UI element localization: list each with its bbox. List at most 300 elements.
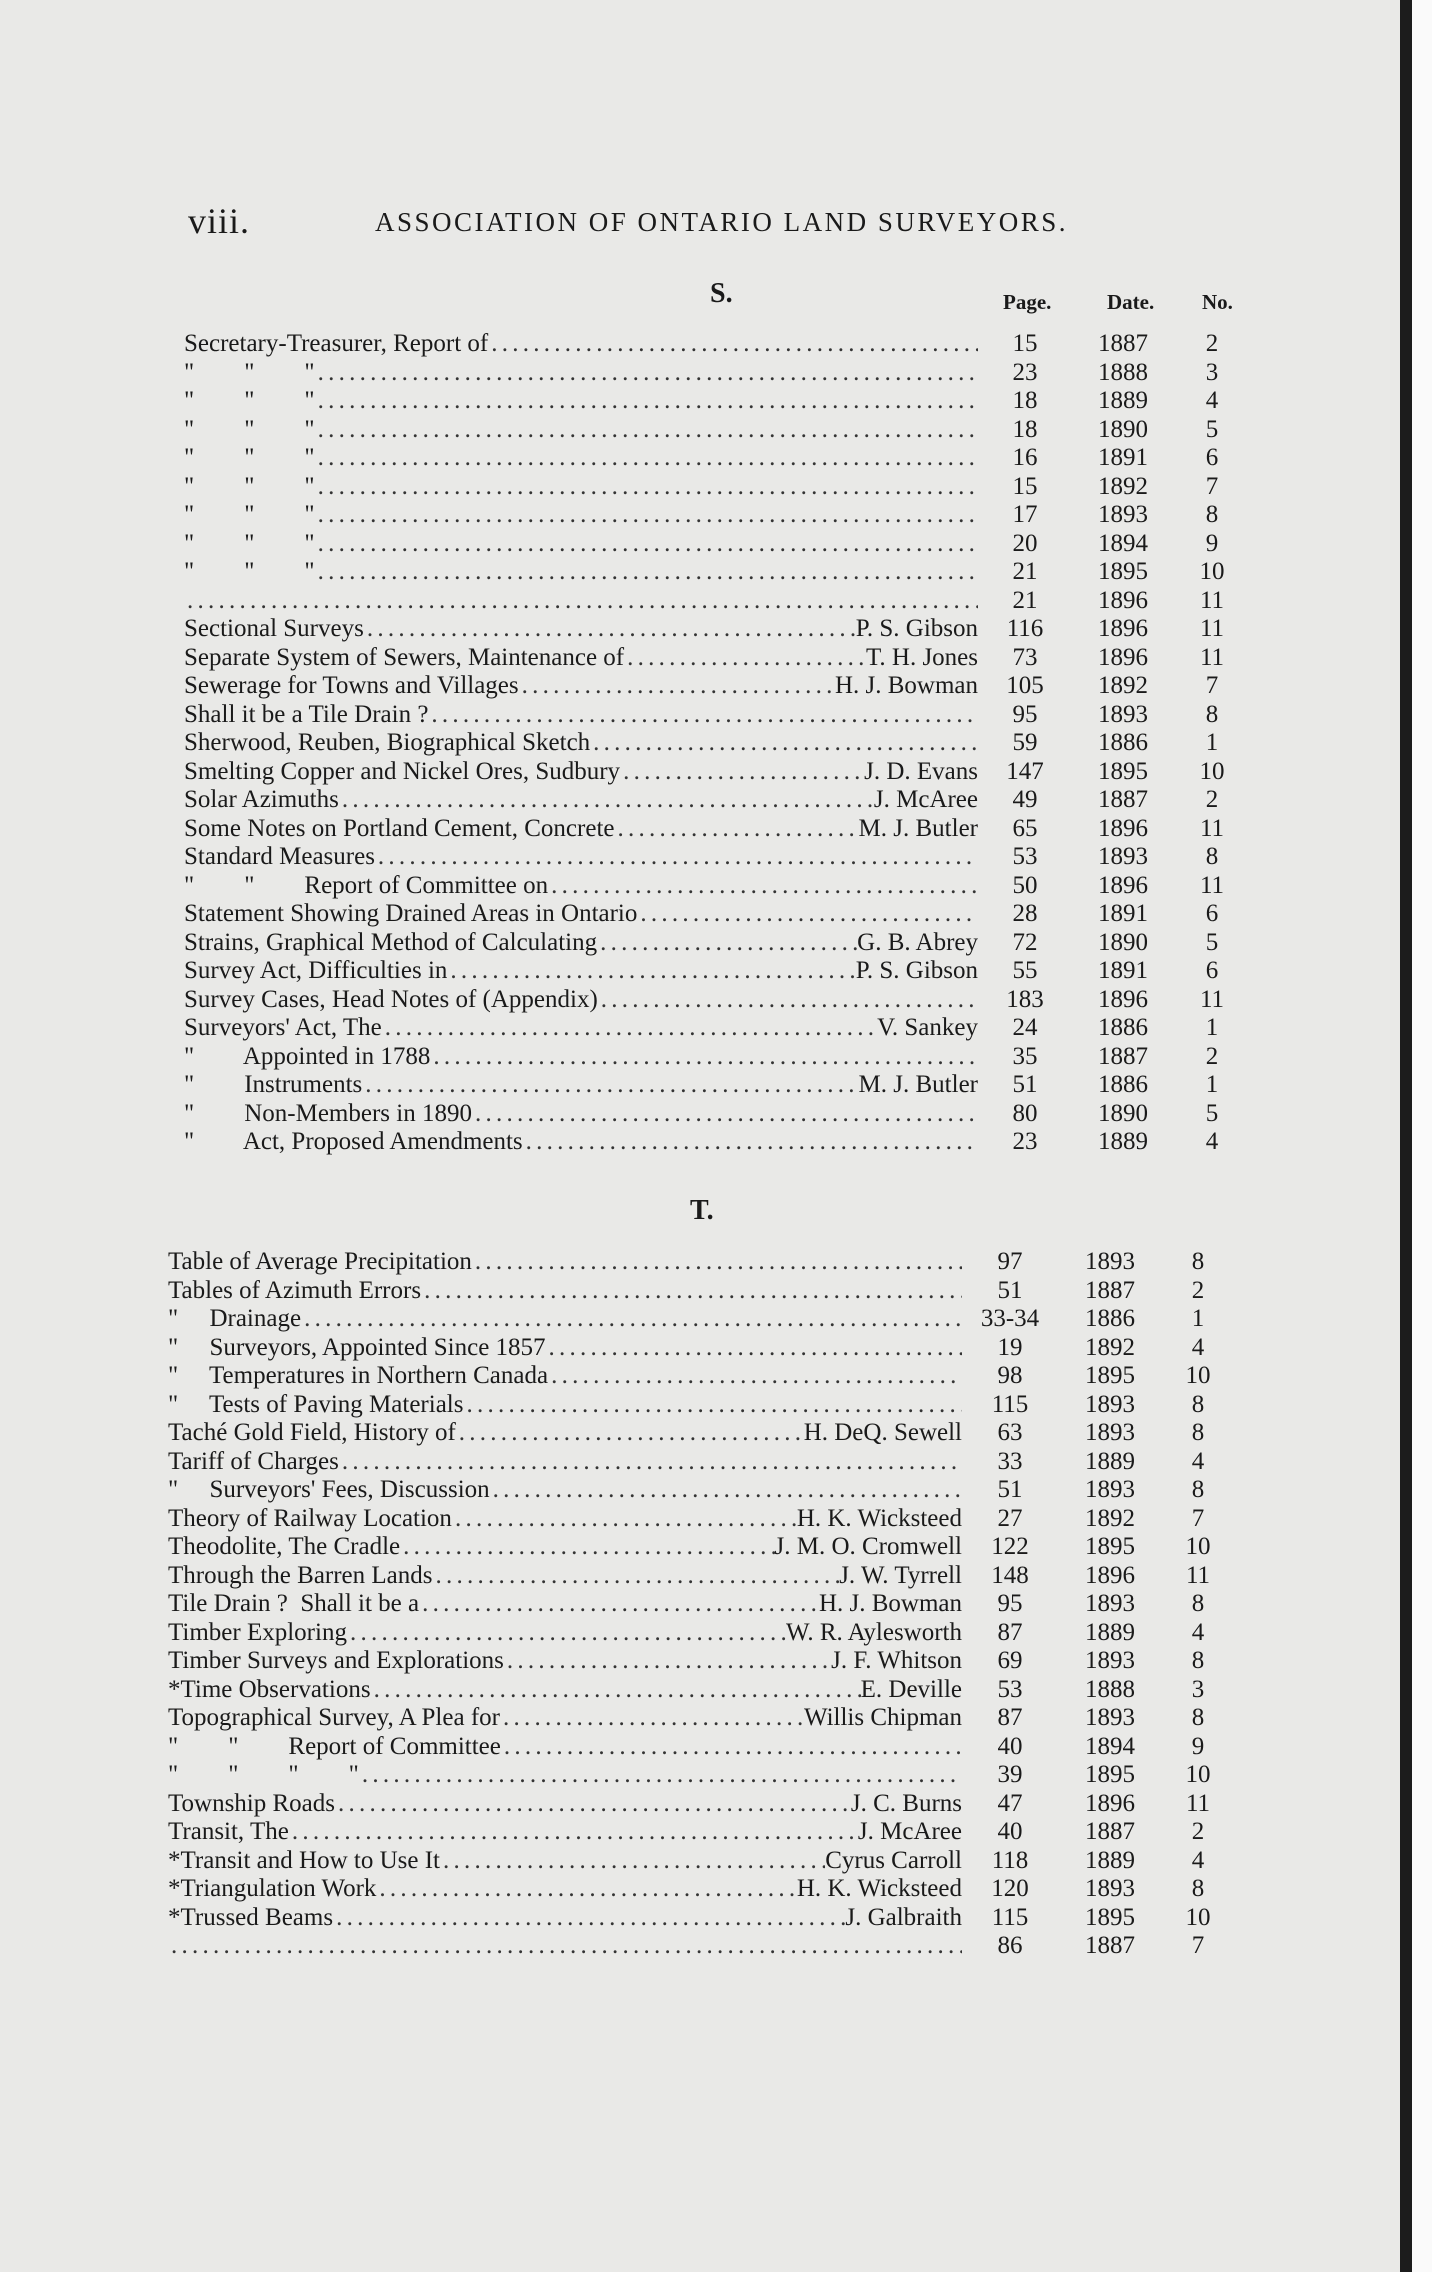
leader-dots [339, 1448, 962, 1476]
entry-title: " Appointed in 1788 [184, 1042, 431, 1070]
entry-title: Secretary-Treasurer, Report of [184, 330, 489, 357]
entry-title: " " " " [168, 1761, 359, 1788]
entry-page: 47 [997, 1789, 1023, 1817]
entry-number: 10 [1199, 558, 1225, 585]
entry-title-line [184, 587, 978, 615]
leader-dots [347, 1619, 786, 1647]
index-entry [0, 1790, 1400, 1818]
index-entry [0, 1619, 1400, 1647]
entry-number: 4 [1191, 1333, 1205, 1361]
entry-page: 20 [1012, 529, 1038, 557]
entry-date: 1886 [1098, 1071, 1148, 1098]
entry-page: 27 [997, 1504, 1023, 1532]
entry-number: 6 [1205, 444, 1219, 471]
entry-date: 1894 [1085, 1732, 1135, 1760]
entry-page: 28 [1012, 900, 1038, 927]
entry-title-line [184, 1043, 978, 1071]
leader-dots [289, 1818, 858, 1846]
entry-title: *Transit and How to Use It [168, 1846, 440, 1874]
entry-number: 7 [1205, 472, 1219, 500]
entry-page: 21 [1012, 586, 1038, 614]
index-entry [0, 1505, 1400, 1533]
entry-title: Some Notes on Portland Cement, Concrete [184, 814, 615, 842]
entry-number: 11 [1199, 985, 1225, 1013]
entry-page: 18 [1012, 415, 1038, 443]
entry-author: G. B. Abrey [857, 928, 978, 956]
entry-title-line [168, 1248, 962, 1276]
entry-date: 1895 [1098, 558, 1148, 585]
entry-number: 8 [1205, 700, 1219, 728]
index-entry [0, 1128, 1400, 1156]
entry-number: 10 [1185, 1533, 1211, 1560]
entry-number: 8 [1191, 1476, 1205, 1503]
entry-author: J. McAree [873, 786, 978, 813]
entry-number: 5 [1205, 1099, 1219, 1127]
entry-title: Topographical Survey, A Plea for [168, 1704, 500, 1731]
section-letter-s: S. [710, 278, 733, 309]
leader-dots [433, 1562, 840, 1590]
entry-page: 53 [1012, 843, 1038, 870]
entry-title-line [184, 615, 978, 643]
entry-title-line [168, 1790, 962, 1818]
entry-title: Survey Act, Difficulties in [184, 957, 448, 984]
entry-title: Tile Drain ? Shall it be a [168, 1590, 420, 1617]
index-entry [0, 843, 1400, 871]
index-entry [0, 330, 1400, 358]
leader-dots [430, 1043, 978, 1071]
entry-title-line [184, 558, 978, 586]
entry-author: H. K. Wicksteed [796, 1504, 962, 1532]
entry-title-line [168, 1391, 962, 1419]
entry-page: 51 [1012, 1071, 1038, 1098]
leader-dots [428, 701, 978, 729]
leader-dots [620, 758, 864, 786]
entry-title-line [168, 1647, 962, 1675]
column-header-page: Page. [1003, 290, 1052, 314]
entry-title: Transit, The [168, 1818, 289, 1845]
entry-title-line [184, 330, 978, 358]
index-entry [0, 1647, 1400, 1675]
entry-title-line [184, 473, 978, 501]
entry-author: J. McAree [857, 1818, 962, 1845]
index-entry [0, 359, 1400, 387]
entry-number: 3 [1191, 1675, 1205, 1703]
entry-title-line [168, 1904, 962, 1932]
entry-date: 1887 [1098, 786, 1148, 813]
entry-title-line [184, 387, 978, 415]
entry-title: " Surveyors' Fees, Discussion [168, 1476, 490, 1503]
leader-dots [364, 615, 856, 643]
entry-date: 1890 [1098, 928, 1148, 956]
entry-title-line [168, 1505, 962, 1533]
leader-dots [637, 900, 978, 928]
entry-title: Separate System of Sewers, Maintenance of [184, 643, 625, 671]
entry-page: 183 [1006, 985, 1044, 1013]
entry-author: M. J. Butler [858, 1071, 978, 1098]
entry-title-line [168, 1932, 962, 1960]
entry-title-line [184, 359, 978, 387]
entry-page: 33-34 [980, 1305, 1040, 1332]
leader-dots [315, 387, 978, 415]
leader-dots [472, 1248, 962, 1276]
entry-title-line [168, 1533, 962, 1561]
entry-page: 40 [997, 1732, 1023, 1760]
entry-date: 1896 [1085, 1561, 1135, 1589]
entry-page: 80 [1012, 1099, 1038, 1127]
entry-page: 33 [997, 1447, 1023, 1475]
index-entry [0, 1014, 1400, 1042]
entry-number: 2 [1205, 1042, 1219, 1070]
column-header-no: No. [1202, 290, 1233, 314]
entry-page: 55 [1012, 957, 1038, 984]
entry-page: 53 [997, 1675, 1023, 1703]
entry-title: " " Report of Committee on [184, 871, 549, 899]
entry-date: 1895 [1085, 1533, 1135, 1560]
entry-title: Strains, Graphical Method of Calculating [184, 928, 598, 956]
leader-dots [614, 815, 858, 843]
leader-dots [440, 1847, 825, 1875]
index-entry [0, 416, 1400, 444]
entry-title-line [168, 1704, 962, 1732]
entry-number: 6 [1205, 900, 1219, 927]
index-entry [0, 1305, 1400, 1333]
entry-author: Willis Chipman [803, 1704, 962, 1731]
entry-title: Sherwood, Reuben, Biographical Sketch [184, 729, 591, 756]
entry-number: 4 [1191, 1846, 1205, 1874]
entry-number: 10 [1199, 757, 1225, 785]
index-entry [0, 1419, 1400, 1447]
entry-author: H. J. Bowman [818, 1590, 962, 1617]
entry-date: 1893 [1085, 1647, 1135, 1674]
entry-number: 1 [1205, 1071, 1219, 1098]
entry-date: 1887 [1085, 1276, 1135, 1304]
index-entry [0, 758, 1400, 786]
entry-number: 9 [1205, 529, 1219, 557]
index-entry [0, 1476, 1400, 1504]
entry-number: 4 [1205, 1128, 1219, 1155]
entry-title-line [168, 1590, 962, 1618]
entry-date: 1896 [1098, 871, 1148, 899]
entry-title-line [184, 786, 978, 814]
leader-dots [546, 1334, 962, 1362]
entry-author: J. M. O. Cromwell [774, 1533, 962, 1560]
index-entry [0, 1448, 1400, 1476]
leader-dots [400, 1533, 774, 1561]
entry-date: 1886 [1098, 1014, 1148, 1041]
leader-dots [598, 986, 978, 1014]
entry-date: 1896 [1098, 643, 1148, 671]
entry-author: P. S. Gibson [855, 615, 978, 642]
leader-dots [452, 1505, 797, 1533]
leader-dots [519, 672, 835, 700]
entry-title-line [184, 729, 978, 757]
entry-page: 49 [1012, 786, 1038, 813]
entry-page: 95 [1012, 700, 1038, 728]
entry-number: 4 [1205, 387, 1219, 414]
entry-number: 11 [1199, 871, 1225, 899]
index-entry [0, 558, 1400, 586]
entry-number: 8 [1205, 501, 1219, 528]
entry-page: 116 [1006, 615, 1044, 642]
entry-title: Solar Azimuths [184, 786, 339, 813]
index-entry [0, 701, 1400, 729]
entry-title-line [168, 1476, 962, 1504]
entry-number: 8 [1191, 1419, 1205, 1446]
entry-date: 1891 [1098, 957, 1148, 984]
index-entry [0, 387, 1400, 415]
entry-title-line [184, 843, 978, 871]
section-letter-t: T. [690, 1195, 714, 1226]
entry-date: 1886 [1098, 729, 1148, 756]
entry-page: 59 [1012, 729, 1038, 756]
entry-page: 39 [997, 1761, 1023, 1788]
entry-page: 120 [991, 1875, 1029, 1902]
leader-dots [375, 843, 978, 871]
entry-date: 1893 [1098, 843, 1148, 870]
leader-dots [548, 1362, 962, 1390]
entry-page: 19 [997, 1333, 1023, 1361]
entry-title: " Surveyors, Appointed Since 1857 [168, 1333, 546, 1361]
entry-title-line [184, 501, 978, 529]
index-entry [0, 815, 1400, 843]
entry-title-line [168, 1562, 962, 1590]
entry-title: " " " [184, 415, 315, 443]
entry-author: H. DeQ. Sewell [803, 1419, 962, 1446]
entry-page: 15 [1012, 330, 1038, 357]
entry-date: 1893 [1085, 1419, 1135, 1446]
entry-number: 1 [1205, 729, 1219, 756]
index-entry [0, 1904, 1400, 1932]
entry-title-line [184, 1014, 978, 1042]
entry-page: 69 [997, 1647, 1023, 1674]
entry-date: 1889 [1098, 387, 1148, 414]
entry-title: " Non-Members in 1890 [184, 1099, 472, 1127]
leader-dots [315, 473, 978, 501]
entry-title: Theodolite, The Cradle [168, 1533, 401, 1560]
entry-page: 40 [997, 1818, 1023, 1845]
entry-date: 1896 [1098, 985, 1148, 1013]
entry-date: 1892 [1085, 1333, 1135, 1361]
entry-date: 1895 [1085, 1761, 1135, 1788]
entry-page: 21 [1012, 558, 1038, 585]
entry-author: E. Deville [860, 1675, 962, 1703]
entry-date: 1893 [1085, 1704, 1135, 1731]
entry-title: " Drainage [168, 1305, 302, 1332]
leader-dots [168, 1932, 962, 1960]
entry-number: 1 [1191, 1305, 1205, 1332]
entry-title: " " " [184, 558, 315, 585]
index-entry [0, 1932, 1400, 1960]
entry-author: J. F. Whitson [831, 1647, 962, 1674]
index-entry [0, 1334, 1400, 1362]
entry-author: J. Galbraith [845, 1903, 962, 1931]
index-entry [0, 444, 1400, 472]
leader-dots [382, 1014, 877, 1042]
entry-date: 1889 [1098, 1128, 1148, 1155]
entry-page: 147 [1006, 757, 1044, 785]
entry-number: 11 [1185, 1561, 1211, 1589]
entry-title: Timber Exploring [168, 1618, 347, 1646]
entry-date: 1891 [1098, 900, 1148, 927]
entry-page: 63 [997, 1419, 1023, 1446]
entry-title: Shall it be a Tile Drain ? [184, 700, 429, 728]
entry-number: 11 [1199, 615, 1225, 642]
entry-page: 35 [1012, 1042, 1038, 1070]
entry-page: 87 [997, 1704, 1023, 1731]
entry-author: Cyrus Carroll [825, 1846, 962, 1874]
entry-date: 1892 [1098, 472, 1148, 500]
index-entry [0, 672, 1400, 700]
leader-dots [447, 957, 855, 985]
entry-title: Surveyors' Act, The [184, 1014, 382, 1041]
entry-number: 11 [1199, 814, 1225, 842]
leader-dots [376, 1875, 796, 1903]
entry-date: 1893 [1085, 1590, 1135, 1617]
index-entry [0, 786, 1400, 814]
entry-page: 51 [997, 1276, 1023, 1304]
entry-date: 1893 [1085, 1476, 1135, 1503]
leader-dots [456, 1419, 804, 1447]
entry-page: 118 [991, 1846, 1029, 1874]
entry-date: 1896 [1098, 814, 1148, 842]
entry-number: 8 [1191, 1647, 1205, 1674]
entry-title-line [168, 1448, 962, 1476]
entry-title: " Tests of Paving Materials [168, 1390, 464, 1418]
entry-title: Sewerage for Towns and Villages [184, 672, 519, 699]
entry-page: 17 [1012, 501, 1038, 528]
entry-page: 95 [997, 1590, 1023, 1617]
entry-page: 72 [1012, 928, 1038, 956]
entry-page: 15 [1012, 472, 1038, 500]
entry-date: 1893 [1085, 1248, 1135, 1275]
entry-title: " " " [184, 472, 315, 500]
entry-title-line [184, 758, 978, 786]
index-entry [0, 957, 1400, 985]
entry-title-line [184, 929, 978, 957]
entry-title: *Time Observations [168, 1675, 371, 1703]
index-entry [0, 929, 1400, 957]
entry-author: J. W. Tyrrell [839, 1561, 962, 1589]
entry-number: 8 [1205, 843, 1219, 870]
running-head: ASSOCIATION OF ONTARIO LAND SURVEYORS. [375, 207, 1068, 237]
leader-dots [359, 1761, 962, 1789]
entry-number: 7 [1191, 1932, 1205, 1959]
leader-dots [184, 587, 978, 615]
index-entry [0, 1761, 1400, 1789]
entry-title-line [168, 1277, 962, 1305]
leader-dots [371, 1676, 861, 1704]
entry-date: 1893 [1085, 1875, 1135, 1902]
entry-title: Through the Barren Lands [168, 1561, 433, 1589]
leader-dots [315, 501, 978, 529]
index-entry [0, 1704, 1400, 1732]
entry-title: " " Report of Committee [168, 1732, 501, 1760]
entry-page: 23 [1012, 1128, 1038, 1155]
entry-date: 1895 [1098, 757, 1148, 785]
entry-page: 97 [997, 1248, 1023, 1275]
entry-title: Theory of Railway Location [168, 1504, 452, 1532]
entry-number: 2 [1191, 1276, 1205, 1304]
leader-dots [624, 644, 866, 672]
entry-date: 1887 [1098, 1042, 1148, 1070]
leader-dots [504, 1647, 831, 1675]
entry-number: 10 [1185, 1761, 1211, 1788]
entry-title-line [184, 701, 978, 729]
entry-page: 86 [997, 1932, 1023, 1959]
index-entry [0, 1071, 1400, 1099]
entry-date: 1886 [1085, 1305, 1135, 1332]
index-entry [0, 1043, 1400, 1071]
leader-dots [597, 929, 857, 957]
entry-title: Tables of Azimuth Errors [168, 1276, 422, 1304]
entry-page: 24 [1012, 1014, 1038, 1041]
entry-page: 148 [991, 1561, 1029, 1589]
entry-title-line [184, 1071, 978, 1099]
entry-date: 1892 [1098, 672, 1148, 699]
entry-number: 8 [1191, 1248, 1205, 1275]
leader-dots [501, 1733, 962, 1761]
index-entry [0, 1818, 1400, 1846]
column-header-date: Date. [1107, 290, 1155, 314]
entry-title-line [168, 1761, 962, 1789]
entry-title: " " " [184, 529, 315, 557]
entry-author: W. R. Aylesworth [786, 1618, 962, 1646]
entry-number: 2 [1205, 786, 1219, 813]
index-entry [0, 587, 1400, 615]
entry-title: " " " [184, 358, 315, 386]
entry-title-line [184, 815, 978, 843]
entry-title-line [168, 1334, 962, 1362]
entry-author: H. K. Wicksteed [796, 1875, 962, 1902]
leader-dots [590, 729, 978, 757]
entry-date: 1888 [1085, 1675, 1135, 1703]
leader-dots [490, 1476, 962, 1504]
entry-author: J. C. Burns [850, 1789, 962, 1817]
entry-number: 2 [1191, 1818, 1205, 1845]
entry-date: 1896 [1098, 615, 1148, 642]
entry-title-line [184, 644, 978, 672]
entry-number: 8 [1191, 1875, 1205, 1902]
entry-title-line [184, 672, 978, 700]
entry-title: " Instruments [184, 1071, 363, 1098]
entry-page: 50 [1012, 871, 1038, 899]
index-entry [0, 1391, 1400, 1419]
index-entry [0, 473, 1400, 501]
entry-title-line [184, 1128, 978, 1156]
leader-dots [472, 1100, 978, 1128]
leader-dots [339, 786, 874, 814]
entry-date: 1892 [1085, 1504, 1135, 1532]
entry-number: 1 [1205, 1014, 1219, 1041]
leader-dots [315, 530, 978, 558]
page-edge-shadow [1400, 0, 1412, 2272]
entry-date: 1890 [1098, 1099, 1148, 1127]
entry-date: 1891 [1098, 444, 1148, 471]
entry-author: V. Sankey [877, 1014, 978, 1041]
entry-date: 1889 [1085, 1846, 1135, 1874]
entry-number: 10 [1185, 1362, 1211, 1389]
entry-title-line [184, 444, 978, 472]
entry-title-line [184, 986, 978, 1014]
entry-author: M. J. Butler [858, 814, 978, 842]
entry-title: " " " [184, 501, 315, 528]
leader-dots [315, 444, 978, 472]
entry-page: 122 [991, 1533, 1029, 1560]
entry-title-line [184, 957, 978, 985]
entry-date: 1890 [1098, 415, 1148, 443]
entry-title: " " " [184, 387, 315, 414]
entry-date: 1896 [1098, 586, 1148, 614]
